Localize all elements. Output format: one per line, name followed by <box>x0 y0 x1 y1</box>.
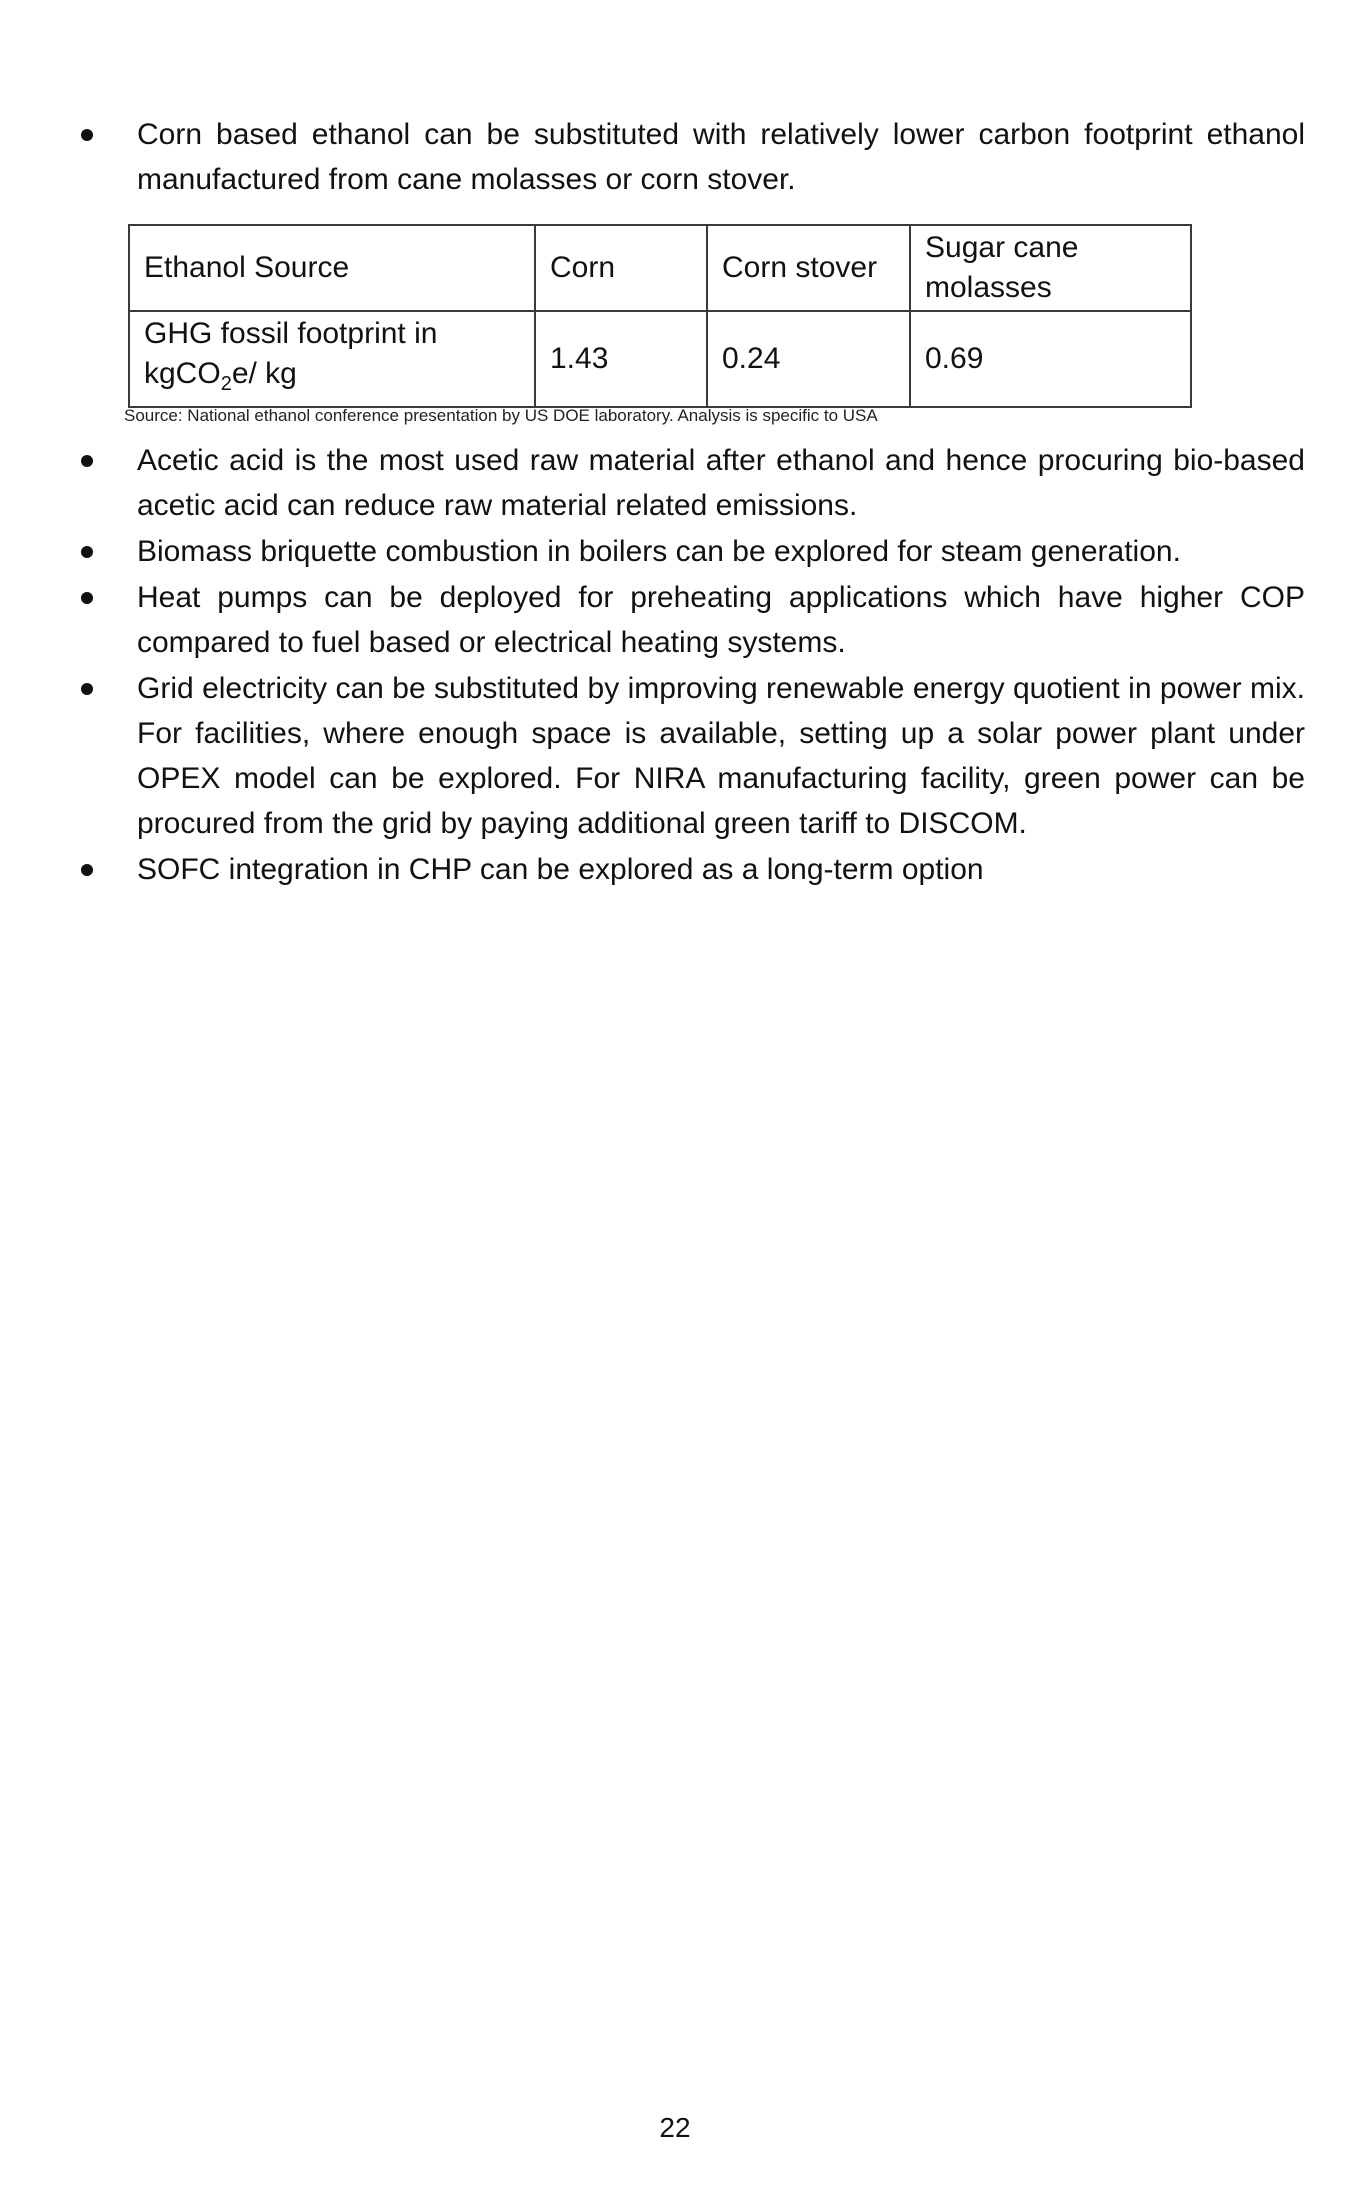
bullet-icon <box>81 455 93 467</box>
bullet-icon <box>81 546 93 558</box>
list-item <box>75 112 1305 202</box>
bullet-text: Heat pumps can be deployed for preheating applications which have higher COP compared to fuel based or electrical heating systems. <box>137 581 1305 659</box>
table-cell: 1.43 <box>535 311 707 407</box>
list-item <box>75 575 1305 665</box>
bullet-icon <box>81 592 93 604</box>
emissions-table <box>128 224 1192 408</box>
bullet-text: SOFC integration in CHP can be explored as a long-term option <box>137 853 984 886</box>
bullet-text: Corn based ethanol can be substituted with relatively lower carbon footprint ethanol manufactured from cane molasses or corn stover. <box>137 118 1305 196</box>
row-label-part2: e/ kg <box>231 357 297 390</box>
page-number: 22 <box>659 2112 691 2143</box>
bullet-list-top <box>75 112 1305 203</box>
row-label-part1: GHG fossil footprint in kgCO <box>144 317 438 390</box>
bullet-icon <box>81 683 93 695</box>
table-row <box>129 311 1191 407</box>
bullet-icon <box>81 129 93 141</box>
bullet-text: Acetic acid is the most used raw material after ethanol and hence procuring bio-based acetic acid can reduce raw material related emissions. <box>137 444 1305 522</box>
table-row-label <box>129 311 535 407</box>
list-item <box>75 847 1305 892</box>
table-header-label: Ethanol Source <box>129 225 535 311</box>
emissions-table-container <box>128 224 1192 408</box>
table-source-note: Source: National ethanol conference presentation by US DOE laboratory. Analysis is specific to USA <box>124 406 878 425</box>
bullet-icon <box>81 864 93 876</box>
table-header-row <box>129 225 1191 311</box>
bullet-text: Grid electricity can be substituted by improving renewable energy quotient in power mix. For facilities, where enough space is available, setting up a solar power plant under OPEX model can be explored. For NIRA manufacturing facility, green power can be procured from the grid by paying additional green tariff to DISCOM. <box>137 672 1305 840</box>
list-item <box>75 438 1305 528</box>
row-label-subscript: 2 <box>220 373 232 395</box>
table-header-cell: Sugar cane molasses <box>910 225 1191 311</box>
bullet-list-bottom <box>75 438 1305 893</box>
table-header-cell: Corn stover <box>707 225 910 311</box>
table-header-cell: Corn <box>535 225 707 311</box>
table-cell: 0.69 <box>910 311 1191 407</box>
table-cell: 0.24 <box>707 311 910 407</box>
list-item <box>75 529 1305 574</box>
list-item <box>75 666 1305 846</box>
bullet-text: Biomass briquette combustion in boilers can be explored for steam generation. <box>137 535 1181 568</box>
